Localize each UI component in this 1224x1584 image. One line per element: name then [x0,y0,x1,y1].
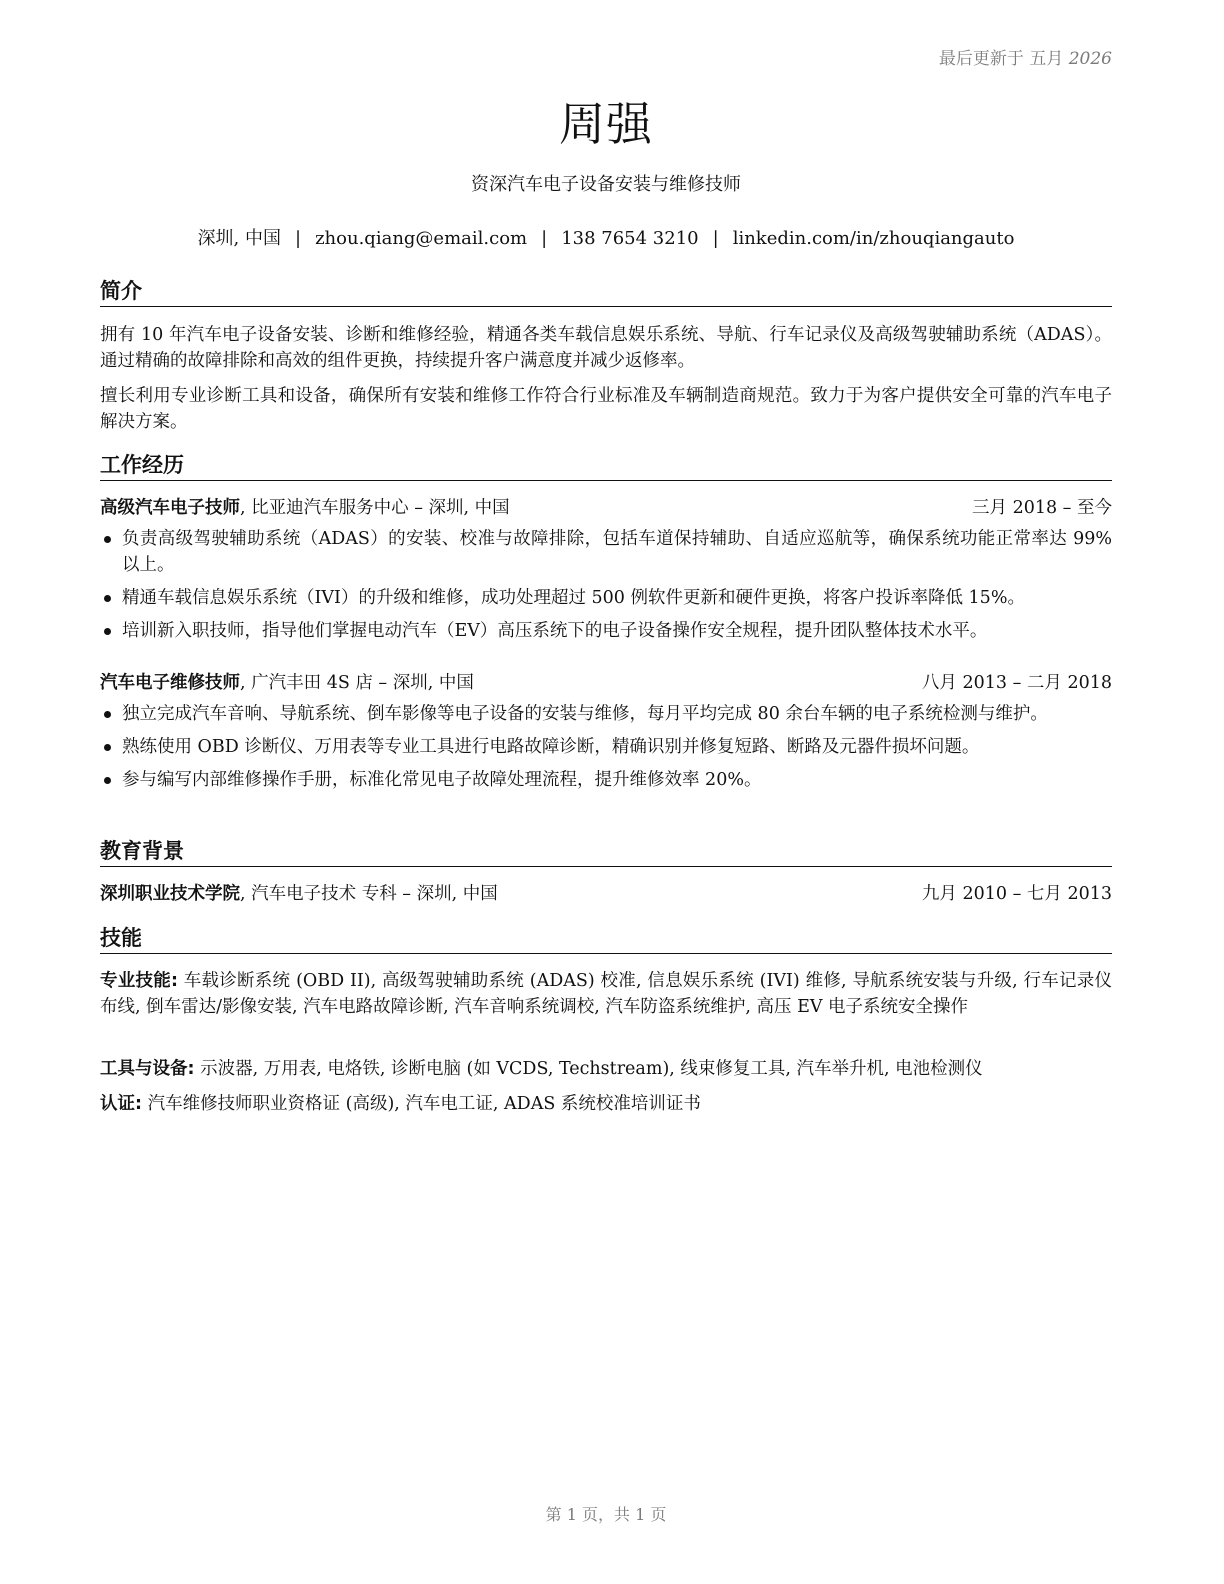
contact-line [100,224,1112,250]
job-org: , 比亚迪汽车服务中心 – 深圳, 中国 [240,498,510,518]
bullet-text: 独立完成汽车音响、导航系统、倒车影像等电子设备的安装与维修，每月平均完成 80 余台车辆的电子系统检测与维护。 [122,704,1048,724]
list-item [100,585,1112,611]
skill-text: 示波器, 万用表, 电烙铁, 诊断电脑 (如 VCDS, Techstream), 线束修复工具, 汽车举升机, 电池检测仪 [194,1059,983,1079]
education-entry [100,881,1112,907]
skill-label: 认证: [100,1094,142,1114]
list-item [100,734,1112,760]
job-bullets [100,701,1112,800]
bullet-icon [104,595,111,602]
section-title-skills: 技能 [100,925,1112,954]
skill-text: 车载诊断系统 (OBD II), 高级驾驶辅助系统 (ADAS) 校准, 信息娱乐系统 (IVI) 维修, 导航系统安装与升级, 行车记录仪布线, 倒车雷达/影像安装, 汽车电路故障诊断, 汽车音响系统调校, 汽车防盗系统维护, 高压 EV 电子系统安全操作 [100,971,1112,1017]
contact-separator: | [712,228,719,249]
education-dates: 九月 2010 – 七月 2013 [921,884,1112,904]
section-title-education: 教育背景 [100,838,1112,867]
resume-page [100,0,1112,1584]
job-title-line [100,670,474,696]
summary-paragraph: 擅长利用专业诊断工具和设备，确保所有安装和维修工作符合行业标准及车辆制造商规范。致力于为客户提供安全可靠的汽车电子解决方案。 [100,386,1112,432]
contact-email[interactable]: zhou.qiang@email.com [315,228,528,249]
bullet-text: 培训新入职技师，指导他们掌握电动汽车（EV）高压系统下的电子设备操作安全规程，提升团队整体技术水平。 [122,621,988,641]
job-header [100,670,1112,696]
contact-linkedin[interactable]: linkedin.com/in/zhouqiangauto [732,228,1015,249]
contact-phone[interactable]: 138 7654 3210 [561,228,699,249]
skill-label: 工具与设备: [100,1059,195,1079]
job-dates: 三月 2018 – 至今 [972,498,1112,518]
education-line [100,881,498,907]
list-item [100,701,1112,727]
contact-separator: | [541,228,548,249]
bullet-icon [104,536,111,543]
education-detail: , 汽车电子技术 专科 – 深圳, 中国 [240,884,498,904]
skill-label: 专业技能: [100,971,178,991]
contact-location: 深圳, 中国 [197,228,281,249]
summary-paragraph: 拥有 10 年汽车电子设备安装、诊断和维修经验，精通各类车载信息娱乐系统、导航、行车记录仪及高级驾驶辅助系统（ADAS）。通过精确的故障排除和高效的组件更换，持续提升客户满意度并减少返修率。 [100,325,1112,371]
bullet-text: 精通车载信息娱乐系统（IVI）的升级和维修，成功处理超过 500 例软件更新和硬件更换，将客户投诉率降低 15%。 [122,588,1025,608]
school-name: 深圳职业技术学院 [100,884,240,904]
list-item [100,526,1112,578]
last-updated-label: 最后更新于 五月 [938,49,1064,69]
skill-line [100,1056,1112,1082]
bullet-icon [104,777,111,784]
job-role: 高级汽车电子技师 [100,498,240,518]
bullet-icon [104,628,111,635]
job-org: , 广汽丰田 4S 店 – 深圳, 中国 [240,673,474,693]
skill-text: 汽车维修技师职业资格证 (高级), 汽车电工证, ADAS 系统校准培训证书 [142,1094,701,1114]
job-dates: 八月 2013 – 二月 2018 [921,673,1112,693]
job-title-line [100,495,510,521]
contact-separator: | [295,228,302,249]
page-footer: 第 1 页，共 1 页 [545,1505,667,1524]
candidate-headline: 资深汽车电子设备安装与维修技师 [471,174,741,195]
section-title-experience: 工作经历 [100,452,1112,481]
bullet-icon [104,744,111,751]
list-item [100,618,1112,644]
list-item [100,767,1112,793]
bullet-text: 负责高级驾驶辅助系统（ADAS）的安装、校准与故障排除，包括车道保持辅助、自适应巡航等，确保系统功能正常率达 99% 以上。 [122,529,1112,575]
job-role: 汽车电子维修技师 [100,673,240,693]
candidate-name: 周强 [559,97,653,151]
bullet-text: 熟练使用 OBD 诊断仪、万用表等专业工具进行电路故障诊断，精确识别并修复短路、断路及元器件损坏问题。 [122,737,980,757]
skill-line [100,1091,1112,1117]
last-updated-year: 2026 [1068,49,1112,69]
job-bullets [100,526,1112,651]
last-updated [939,44,1112,69]
section-title-summary: 简介 [100,278,1112,307]
bullet-text: 参与编写内部维修操作手册，标准化常见电子故障处理流程，提升维修效率 20%。 [122,770,762,790]
job-header [100,495,1112,521]
bullet-icon [104,711,111,718]
skill-line [100,968,1112,1020]
